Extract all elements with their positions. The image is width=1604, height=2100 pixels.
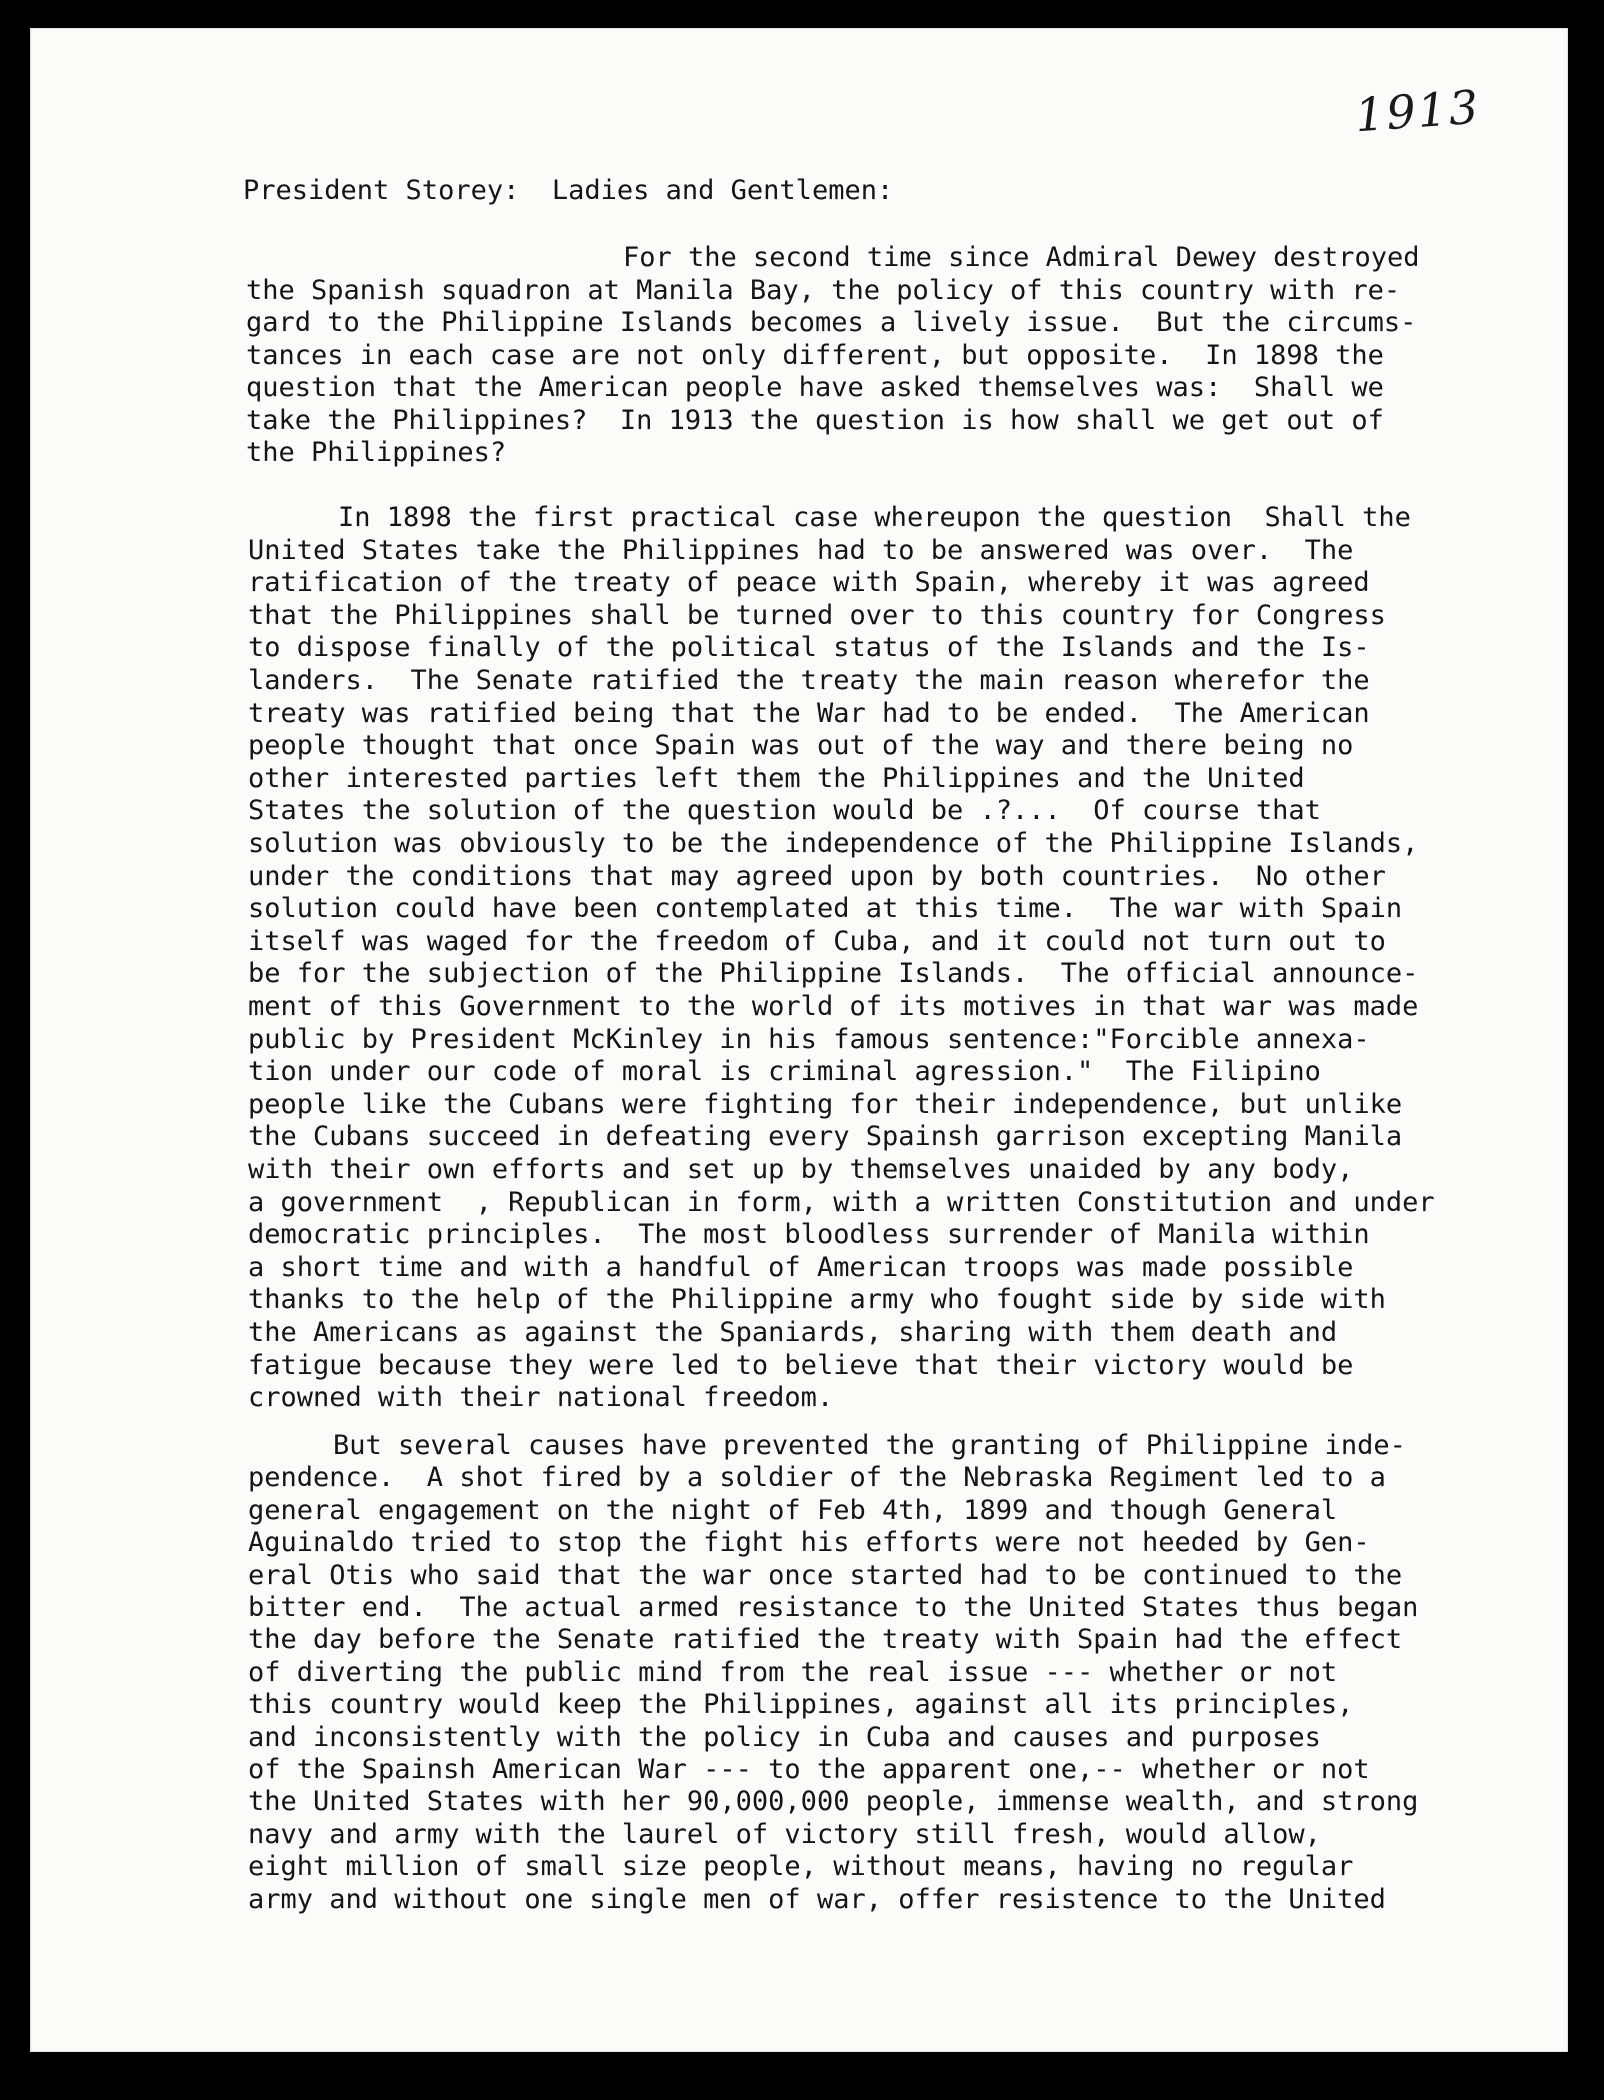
paragraph-3-line: general engagement on the night of Feb 4th, 1899 and though General <box>248 1495 1338 1526</box>
paragraph-3-line: the United States with her 90,000,000 people, immense wealth, and strong <box>248 1786 1419 1817</box>
paragraph-1-line: tances in each case are not only different, but opposite. In 1898 the <box>246 340 1384 371</box>
paragraph-2-line: the Cubans succeed in defeating every Spainsh garrison excepting Manila <box>248 1121 1403 1152</box>
paragraph-1-line: the Philippines? <box>246 437 507 468</box>
paragraph-2-line: States the solution of the question would be .?... Of course that <box>248 795 1321 826</box>
paragraph-3-line: pendence. A shot fired by a soldier of the Nebraska Regiment led to a <box>248 1462 1386 1493</box>
paragraph-2-line: that the Philippines shall be turned over to this country for Congress <box>248 600 1386 631</box>
paragraph-2-line: a short time and with a handful of American troops was made possible <box>248 1252 1354 1283</box>
paragraph-2-line: a government , Republican in form, with a written Constitution and under <box>248 1187 1435 1218</box>
paragraph-3-line: navy and army with the laurel of victory still fresh, would allow, <box>248 1819 1321 1850</box>
paragraph-1-line: question that the American people have asked themselves was: Shall we <box>246 372 1384 403</box>
paragraph-2-line: be for the subjection of the Philippine Islands. The official announce- <box>248 958 1419 989</box>
paragraph-2-line: landers. The Senate ratified the treaty the main reason wherefor the <box>248 665 1370 696</box>
paragraph-3-line: the day before the Senate ratified the treaty with Spain had the effect <box>248 1624 1403 1655</box>
paragraph-2-line: thanks to the help of the Philippine army who fought side by side with <box>248 1284 1386 1315</box>
paragraph-2-line: solution was obviously to be the independence of the Philippine Islands, <box>248 828 1419 859</box>
paragraph-1-line: the Spanish squadron at Manila Bay, the policy of this country with re- <box>246 275 1401 306</box>
paragraph-3-line: of the Spainsh American War --- to the apparent one,-- whether or not <box>248 1754 1370 1785</box>
paragraph-3-line: and inconsistently with the policy in Cuba and causes and purposes <box>248 1722 1321 1753</box>
paragraph-3-line: Aguinaldo tried to stop the fight his efforts were not heeded by Gen- <box>248 1527 1370 1558</box>
paragraph-3-line: eight million of small size people, without means, having no regular <box>248 1851 1354 1882</box>
paragraph-2-line: with their own efforts and set up by themselves unaided by any body, <box>248 1154 1354 1185</box>
paragraph-3-line: eral Otis who said that the war once started had to be continued to the <box>248 1560 1403 1591</box>
paragraph-3-line: army and without one single men of war, offer resistence to the United <box>248 1884 1386 1915</box>
paragraph-2-line: people like the Cubans were fighting for their independence, but unlike <box>248 1089 1403 1120</box>
paragraph-2-line: crowned with their national freedom. <box>248 1382 834 1413</box>
paragraph-2-line: ratification of the treaty of peace with Spain, whereby it was agreed <box>248 567 1370 598</box>
paragraph-2-line: itself was waged for the freedom of Cuba, and it could not turn out to <box>248 926 1386 957</box>
paragraph-2-line: In 1898 the first practical case whereupon the question Shall the <box>338 502 1411 533</box>
paragraph-2-line: democratic principles. The most bloodless surrender of Manila within <box>248 1219 1370 1250</box>
paragraph-3-line: this country would keep the Philippines, against all its principles, <box>248 1689 1354 1720</box>
handwritten-year: 1913 <box>1353 79 1482 143</box>
paragraph-2-line: people thought that once Spain was out of the way and there being no <box>248 730 1354 761</box>
paragraph-1-line: take the Philippines? In 1913 the question is how shall we get out of <box>246 405 1384 436</box>
paragraph-2-line: under the conditions that may agreed upon by both countries. No other <box>248 861 1386 892</box>
paragraph-2-line: United States take the Philippines had to be answered was over. The <box>248 535 1354 566</box>
paragraph-2-line: fatigue because they were led to believe that their victory would be <box>248 1350 1354 1381</box>
paragraph-3-line: bitter end. The actual armed resistance to the United States thus began <box>248 1592 1419 1623</box>
typed-letter-body <box>30 28 1435 1915</box>
paragraph-2-line: solution could have been contemplated at this time. The war with Spain <box>248 893 1403 924</box>
paragraph-2-line: treaty was ratified being that the War had to be ended. The American <box>248 698 1370 729</box>
paragraph-2-line: ment of this Government to the world of its motives in that war was made <box>248 991 1419 1022</box>
paragraph-2-line: tion under our code of moral is criminal agression." The Filipino <box>248 1056 1321 1087</box>
document-page <box>30 28 1568 2052</box>
paragraph-2-line: public by President McKinley in his famous sentence:"Forcible annexa- <box>248 1024 1370 1055</box>
paragraph-2-line: other interested parties left them the Philippines and the United <box>248 763 1305 794</box>
paragraph-1-line: gard to the Philippine Islands becomes a lively issue. But the circums- <box>246 307 1417 338</box>
paragraph-2-line: the Americans as against the Spaniards, sharing with them death and <box>248 1317 1338 1348</box>
salutation: President Storey: Ladies and Gentlemen: <box>243 175 894 206</box>
paragraph-3-line: But several causes have prevented the granting of Philippine inde- <box>333 1430 1406 1461</box>
paragraph-2-line: to dispose finally of the political status of the Islands and the Is- <box>248 632 1370 663</box>
paragraph-3-line: of diverting the public mind from the real issue --- whether or not <box>248 1657 1338 1688</box>
paragraph-1-line: For the second time since Admiral Dewey destroyed <box>623 242 1420 273</box>
